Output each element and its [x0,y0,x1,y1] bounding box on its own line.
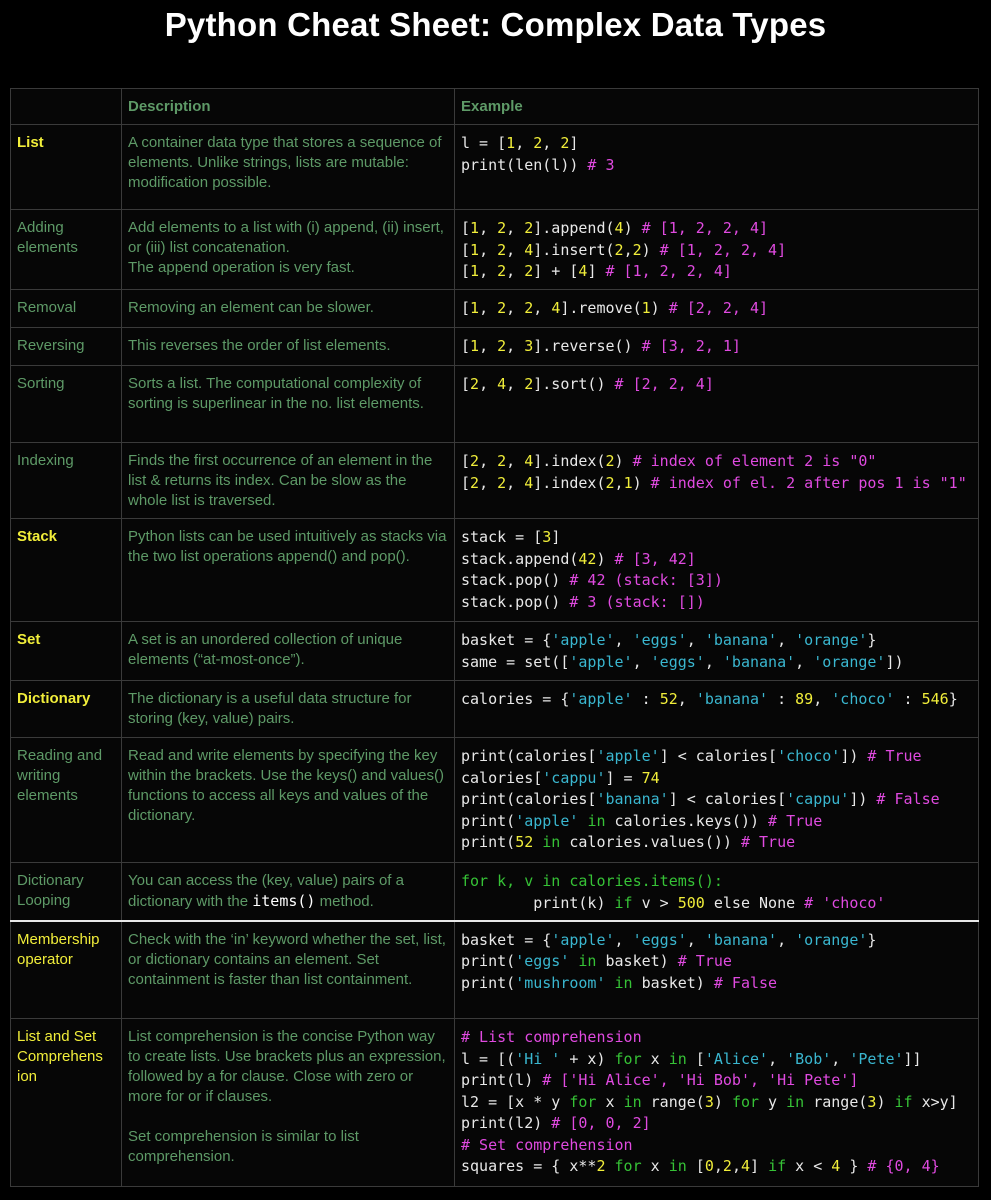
code-line: for k, v in calories.items(): [461,872,723,890]
code-line: [1, 2, 2].append(4) # [1, 2, 2, 4] [461,219,769,237]
row-description [122,863,455,921]
row-name: Set [11,622,122,681]
code-line: stack.append(42) # [3, 42] [461,549,696,568]
code-line: same = set(['apple', 'eggs', 'banana', 'orange']) [461,652,904,671]
code-line: basket = {'apple', 'eggs', 'banana', 'orange'} [461,631,877,649]
row-description: A set is an unordered collection of unique elements (“at-most-once”). [122,622,455,681]
row-name: Sorting [11,366,122,443]
row-name: Membership operator [11,921,122,1019]
desc-inline-code: items() [252,892,316,910]
code-line: print(calories['apple'] < calories['choco']) # True [461,747,922,765]
row-description: Check with the ‘in’ keyword whether the set, list, or dictionary contains an element. Set containment is faster than list containment. [122,921,455,1019]
row-example [455,519,979,622]
code-line: [2, 2, 4].index(2) # index of element 2 is "0" [461,452,877,470]
row-example [455,125,979,210]
code-line: [1, 2, 3].reverse() # [3, 2, 1] [461,337,741,355]
desc-text: method. [315,893,374,910]
row-example [455,738,979,863]
code-line: l = [('Hi ' + x) for x in ['Alice', 'Bob', 'Pete']] [461,1049,922,1068]
code-line: basket = {'apple', 'eggs', 'banana', 'orange'} [461,930,877,949]
row-name: Reading and writing elements [11,738,122,863]
table-row [11,290,979,328]
code-line: print(k) if v > 500 else None # 'choco' [461,893,886,912]
row-description [122,1019,455,1187]
table-row [11,681,979,738]
code-line: print('eggs' in basket) # True [461,952,732,970]
row-description: A container data type that stores a sequence of elements. Unlike strings, lists are mutable: modification possible. [122,125,455,210]
code-line: print(len(l)) # 3 [461,155,615,174]
page-title: Python Cheat Sheet: Complex Data Types [164,6,827,43]
code-line: print(calories['banana'] < calories['cappu']) # False [461,790,940,808]
code-line: print(52 in calories.values()) # True [461,833,796,851]
table-row [11,210,979,290]
code-line: [2, 4, 2].sort() # [2, 2, 4] [461,375,714,393]
row-name: List and Set Comprehens ion [11,1019,122,1187]
row-name: Stack [11,519,122,622]
code-line: # Set comprehension [461,1135,633,1154]
code-line: stack.pop() # 3 (stack: []) [461,592,705,611]
row-example [455,622,979,681]
code-line: stack = [3] [461,528,561,546]
code-line: print(l2) # [0, 0, 2] [461,1114,651,1132]
row-name: Adding elements [11,210,122,290]
table-row [11,443,979,519]
code-line: [1, 2, 2, 4].remove(1) # [2, 2, 4] [461,299,769,317]
row-description: Finds the first occurrence of an element in the list & returns its index. Can be slow as the whole list is traversed. [122,443,455,519]
code-line: print('apple' in calories.keys()) # True [461,811,823,830]
row-description: Add elements to a list with (i) append, (ii) insert, or (iii) list concatenation. The append operation is very fast. [122,210,455,290]
table-row [11,328,979,366]
code-line: print('mushroom' in basket) # False [461,973,778,992]
row-description: Removing an element can be slower. [122,290,455,328]
row-example [455,681,979,738]
row-name: Dictionary Looping [11,863,122,921]
header-empty [11,89,122,125]
header-example: Example [455,89,979,125]
row-example [455,290,979,328]
code-line: l = [1, 2, 2] [461,134,579,152]
code-line: # List comprehension [461,1028,642,1046]
row-name: Dictionary [11,681,122,738]
row-name: Reversing [11,328,122,366]
table-row [11,622,979,681]
row-example [455,863,979,921]
code-line: squares = { x**2 for x in [0,2,4] if x < 4 } # {0, 4} [461,1157,940,1175]
row-name: Removal [11,290,122,328]
code-line: print(l) # ['Hi Alice', 'Hi Bob', 'Hi Pete'] [461,1071,859,1089]
code-line: stack.pop() # 42 (stack: [3]) [461,571,723,589]
row-description: The dictionary is a useful data structure for storing (key, value) pairs. [122,681,455,738]
table-row [11,863,979,921]
code-line: [2, 2, 4].index(2,1) # index of el. 2 after pos 1 is "1" [461,473,967,492]
row-description: Python lists can be used intuitively as stacks via the two list operations append() and pop(). [122,519,455,622]
desc-text: You can access the (key, value) pairs of a dictionary with the [128,872,404,910]
row-example [455,328,979,366]
code-line: calories['cappu'] = 74 [461,768,660,787]
row-description: This reverses the order of list elements. [122,328,455,366]
cheat-sheet-table [10,88,979,1187]
row-example [455,443,979,519]
desc-paragraph: Set comprehension is similar to list comprehension. [128,1128,359,1165]
table-row [11,738,979,863]
row-example [455,366,979,443]
code-line: [1, 2, 2] + [4] # [1, 2, 2, 4] [461,262,732,280]
row-example [455,210,979,290]
row-description: Sorts a list. The computational complexity of sorting is superlinear in the no. list elements. [122,366,455,443]
table-row [11,125,979,210]
desc-paragraph: List comprehension is the concise Python way to create lists. Use brackets plus an expression, followed by a for clause. Close with zero or more for or if clauses. [128,1028,446,1105]
table-row [11,366,979,443]
row-name: Indexing [11,443,122,519]
code-line: [1, 2, 4].insert(2,2) # [1, 2, 2, 4] [461,240,787,259]
row-name: List [11,125,122,210]
row-example [455,921,979,1019]
code-line: l2 = [x * y for x in range(3) for y in range(3) if x>y] [461,1092,958,1111]
table-row [11,921,979,1019]
code-line: calories = {'apple' : 52, 'banana' : 89, 'choco' : 546} [461,690,958,708]
table-row [11,519,979,622]
header-description: Description [122,89,455,125]
row-example [455,1019,979,1187]
row-description: Read and write elements by specifying the key within the brackets. Use the keys() and values() functions to access all keys and values of the dictionary. [122,738,455,863]
table-row [11,1019,979,1187]
table-header-row [11,89,979,125]
